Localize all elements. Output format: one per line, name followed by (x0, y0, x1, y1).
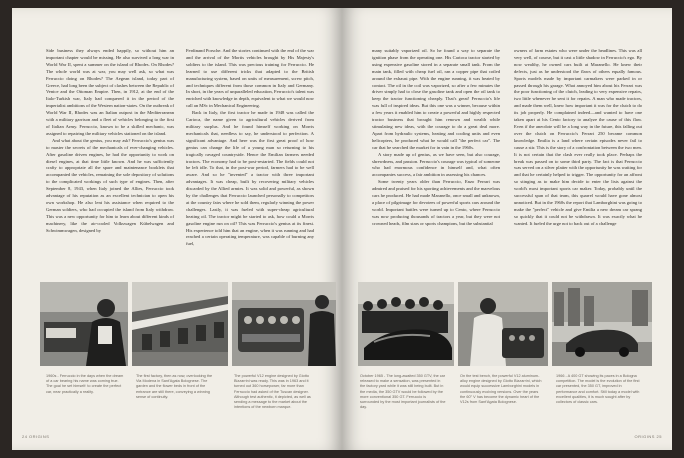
book-spread (12, 8, 672, 450)
paragraph: Ferdinand Porsche. And the stories continued with the end of the war and the arrival of the Mortis vehicles brought by His Majesty's soldiers to the island. This was precious training for Ferruccio. He learned to use different tricks that adapted to the British manufacturing system, based on units of measurement, screw pitch, and techniques different from those common in Italy and Germany. In short, in the years of unparalleled education, Ferruccio's talent was enriched with knowledge in depth, equivalent to what we would now call an MSc in Mechanical Engineering. (186, 48, 314, 109)
right-page (342, 8, 672, 450)
left-photo-row (40, 282, 336, 366)
left-text-column-1 (46, 48, 174, 234)
paragraph: Side business they always ended happily, so without him an important chapter would be missing. He also survived a long war in World War II, spent a summer on the island of Rhodes. On Rhodes? The whole world was at war, you may well ask, so what was Ferruccio doing on Rhodes? The Aegean island, today part of Greece, had long been the subject of clashes between the Republic of Venice and the Ottoman Empire. Then, in 1912, at the end of the Italo-Turkish war, Italy had conquered it in the period of the imperialist ambitions of the Western nation-states. On the outbreak of World War II, Rhodes was an Italian outpost in the Mediterranean with a military garrison and a fleet of vehicles belonging to the first of Italian Army. Ferruccio, known to be a skilled mechanic, was assigned to repairing the military vehicles stationed on the island. (46, 48, 174, 136)
right-text-column-1 (372, 48, 500, 228)
right-photo-row (358, 282, 652, 366)
caption: On the test bench, the powerful V12 aluminum-alloy engine designed by Giotto Bizzarrini, which would equip successive Lamborghini models in continuously evolving versions. Over the years the 60° V has become the dynamic heart of the V12s from Sant'Agata Bolognese. (460, 374, 542, 405)
photo-v12-engine (232, 282, 336, 366)
caption: 1960s - Ferruccio in the days when the dream of a car bearing his name was coming true. The goal he set himself: to create the perfect car, near practically a reality. (46, 374, 124, 394)
left-page (12, 8, 342, 450)
paragraph: A story made up of genius, as we have seen, but also courage, shrewdness, and passion. Ferruccio's courage was typical of someone who had enormous confidence in himself and, what often accompanies success, a fair ambition in assessing his chances. (372, 151, 500, 178)
caption: 1966 - A 400 GT showing its paces in a Bologna competition. The model is the evolution of the first car presented, the 350 GT, improved in performance and comfort. Still today a model with excellent qualities, it is much sought after by collectors of classic cars. (556, 374, 640, 405)
paragraph: Back in Italy, the first tractor he made in 1948 was called the Carioca, the name given to agricultural vehicles derived from military surplus. And he found himself working on Morris mechanicals that, needless to say, he understood to perfection. A significant advantage. And here was the first great proof of how genius can change the life of a young man so returning to his tragically ravaged countryside. Hence the Emilian farmers needed tractors. The economy had to be post-restarted. The fields could not be left idle. To that, in the post-war period, farmers had to be well aware. And so he "invented" a tractor with three important advantages. It was cheap, built by recovering military vehicles discarded by the Allied armies. It was solid and powerful, as shown by the challenges that Ferruccio launched personally to competitors at the country fairs where he sold them, regularly winning the power challenges. Lastly, it was fueled with super-cheap agricultural heating oil. The tractor might be started to ask, how could a Morris gasoline engine run on oil? This was Ferruccio's genius at its finest. His experience told him that an engine, when it was running and had reached a certain operating temperature, was capable of burning any fuel, (186, 110, 314, 247)
paragraph: owners of farm estates who were under the headlines. This was all very well, of course, but it cast a little shadow in Ferruccio's ego. By now wealthy, he owned cars built at Maranello. He knew their defects, just as he understood the flaws of others equally famous. Sports models made by important carmakers were parked in or passed through his garage. What annoyed him about his Ferrari was the poor functioning of the clutch, leading to very expensive repairs, two little whenever he sent it for repairs. A man who made tractors, and made them well, knew how important it was for the clutch to do its job properly. He complained indeed—and wanted to have one taken apart at his Cento factory to analyze the cause of this flaw. Even if the anecdote will be a long way in the future, this falling out over the clutch on Ferruccio's Ferrari 250 became common knowledge. Emilia is a land where certain episodes never fail to cause a stir. This is the story of a confrontation between the two men. It is not certain that the clash ever really took place. Perhaps the break was passed on to some third party. The fact is that Ferruccio was served on a silver platter with the opportunity he was waiting for and that he certainly helped to trigger. The opportunity for an affront so stinging as to make him decide to enter the lists against the world's most important sports car maker. Today, probably until the successful span of that team, this quarrel would have gone almost unnoticed. But in the 1960s the report that Lamborghini was going to make the "perfect" vehicle and give Emilia a new dream car sprang so quickly that it could not be withdrawn. It was exactly what he wanted. It fueled the urge not to back out of a challenge (514, 48, 642, 226)
page-folio-left: 24 ORIGINS (22, 434, 50, 439)
page-folio-right: ORIGINS 25 (634, 434, 662, 439)
caption: The first factory, then as now, overlooking the Via Modena in Sant'Agata Bolognese. The garden and the flower beds in front of the entrance are still there, conveying a winning sense of continuity. (136, 374, 213, 399)
photo-factory (132, 282, 228, 366)
caption: The powerful V12 engine designed by Giotto Bizzarrini was ready. This was in 1963 and it turned out 360 horsepower, far more than Ferruccio had asked of the Tuscan designer. Although test authentic, it depicted, as well as sending a message to the market about the intentions of the newborn marque. (234, 374, 311, 410)
paragraph: many suitably vaporized oil. So he found a way to separate the ignition phase from the operating one. His Carioca tractor started by using expensive gasoline stored in a separate small tank. From the main tank, filled with cheap fuel oil, ran a copper pipe that coiled around the exhaust pipe. With the engine running, it was heated by contact. The oil in the coil was vaporized, so after a few minutes the driver simply had to close the gasoline tank and open the oil tank to keep the tractor functioning cheaply. That's great! Ferruccio's life was full of inspired ideas. But this one was a winner, because within a few years it enabled him to create a powerful and highly respected tractor business that brought him renown and wealth while stimulating new ideas, with the courage to do a great deal more. Apart from hydraulic systems, heating and cooling units and even helicopters, he produced what he would call "the perfect car". The car that he searched the market for in vain in the 1960s. (372, 48, 500, 150)
photo-ferruccio-desk (40, 282, 128, 366)
right-text-column-2 (514, 48, 642, 228)
paragraph: Some twenty years older than Ferruccio, Enzo Ferrari was admired and praised for his sporting achievements and the marvelous cars he produced. He had made Maranello, once small and unknown, a place of pilgrimage for devotees of powerful sports cars around the world. Important battles were turned up to Cento, where Ferruccio was now producing thousands of tractors a year, but they were not crowned heads, film stars or sports champions, but the substantial (372, 179, 500, 226)
caption: October 1965 - The long-awaited 350 GTV, the car released to make a sensation, was presented in the factory yard while it was still being built. But in the media, the 350 GTV would be followed by the more conventional 350 GT. Ferruccio is surrounded by the most important journalists of the day. (360, 374, 446, 410)
photo-350-gtv-presentation (358, 282, 454, 366)
photo-400-gt-competition (552, 282, 652, 366)
paragraph: And what about the genius, you may ask? Ferruccio's genius was to master the secrets of the mechanicals of ever-changing vehicles. After gasoline driven engines, he had the opportunity to work on diesel engines, at that time little known. And he was sufficiently crafty to appropriate all the spare and maintenance booklets that accompanied the vehicles, remaining the sole depository of solutions to the complicated workings of such type of engines. Then, after September 8, 1943, when Italy joined the Allies, Ferruccio took advantage of his reputation as an excellent technician to open his own workshop. He also lent his assistance when required to the German soldiers, who had occupied the island from Italy withdraw. This was a new opportunity for him to learn about different kinds of machinery, like the air-cooled Volkswagen Kübelwagen and Schwimmwagen, designed by (46, 137, 174, 233)
photo-engine-test-bench (458, 282, 548, 366)
left-text-column-2 (186, 48, 314, 248)
